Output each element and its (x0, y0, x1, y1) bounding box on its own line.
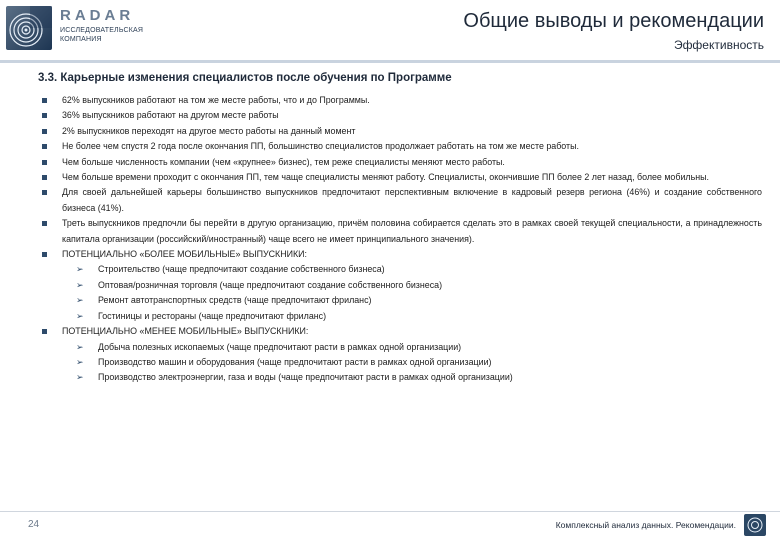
radar-logo-icon (6, 6, 52, 50)
footer-emblem-icon (744, 514, 766, 536)
sub-item-text: Строительство (чаще предпочитают создание собственного бизнеса) (98, 264, 385, 275)
finding-item (40, 155, 762, 170)
sub-list-item (40, 355, 762, 370)
logo-name: RADAR (60, 7, 135, 24)
mobility-low-list (40, 340, 762, 386)
finding-item (40, 93, 762, 108)
arrow-bullet-icon: ➢ (76, 279, 84, 290)
finding-text: Для своей дальнейшей карьеры большинство выпускников предпочитают перспективным включение в кадровый резерв региона (46%) и создание собственного бизнеса (41%). (62, 187, 762, 213)
mobility-low-group (40, 324, 762, 339)
group-heading: ПОТЕНЦИАЛЬНО «БОЛЕЕ МОБИЛЬНЫЕ» ВЫПУСКНИКИ: (62, 249, 308, 260)
logo-subtitle: ИССЛЕДОВАТЕЛЬСКАЯ КОМПАНИЯ (60, 27, 144, 43)
mobility-high-list (40, 262, 762, 324)
finding-text: Не более чем спустя 2 года после окончания ПП, большинство специалистов продолжает работать на том же месте работы. (62, 141, 579, 152)
square-bullet-icon (42, 329, 47, 334)
mobility-high-group (40, 247, 762, 262)
finding-item (40, 170, 762, 185)
finding-text: 2% выпускников переходят на другое место работы на данный момент (62, 125, 356, 136)
sub-list-item (40, 309, 762, 324)
arrow-bullet-icon: ➢ (76, 310, 84, 321)
finding-text: Чем больше времени проходит с окончания ПП, тем чаще специалисты меняют работу. Специалисты, окончившие ПП более 2 лет назад, более мобильны. (62, 172, 709, 183)
finding-item (40, 124, 762, 139)
square-bullet-icon (42, 190, 47, 195)
findings-list (40, 93, 762, 386)
group-heading: ПОТЕНЦИАЛЬНО «МЕНЕЕ МОБИЛЬНЫЕ» ВЫПУСКНИКИ: (62, 326, 309, 337)
finding-item (40, 108, 762, 123)
square-bullet-icon (42, 221, 47, 226)
square-bullet-icon (42, 129, 47, 134)
arrow-bullet-icon: ➢ (76, 356, 84, 367)
sub-item-text: Ремонт автотранспортных средств (чаще предпочитают фриланс) (98, 295, 372, 306)
finding-text: Чем больше численность компании (чем «крупнее» бизнес), тем реже специалисты меняют место работы. (62, 156, 505, 167)
sub-list-item (40, 293, 762, 308)
square-bullet-icon (42, 175, 47, 180)
sub-item-text: Производство электроэнергии, газа и воды (чаще предпочитают расти в рамках одной организации) (98, 372, 513, 383)
finding-item (40, 185, 762, 216)
arrow-bullet-icon: ➢ (76, 372, 84, 383)
finding-item (40, 216, 762, 247)
sub-item-text: Добыча полезных ископаемых (чаще предпочитают расти в рамках одной организации) (98, 341, 462, 352)
header-divider (0, 60, 780, 63)
arrow-bullet-icon: ➢ (76, 295, 84, 306)
square-bullet-icon (42, 160, 47, 165)
square-bullet-icon (42, 144, 47, 149)
sub-item-text: Гостиницы и рестораны (чаще предпочитают фриланс) (98, 310, 327, 321)
slide-subtitle: Эффективность (673, 38, 764, 52)
square-bullet-icon (42, 252, 47, 257)
page-number: 24 (28, 519, 40, 530)
sub-item-text: Производство машин и оборудования (чаще предпочитают расти в рамках одной организации) (98, 356, 492, 367)
sub-list-item (40, 370, 762, 385)
finding-text: 36% выпускников работают на другом месте работы (62, 110, 279, 121)
finding-item (40, 139, 762, 154)
finding-text: 62% выпускников работают на том же месте работы, что и до Программы. (62, 95, 370, 105)
arrow-bullet-icon: ➢ (76, 264, 84, 275)
slide-title: Общие выводы и рекомендации (463, 10, 764, 32)
sub-list-item (40, 278, 762, 293)
sub-list-item (40, 262, 762, 277)
arrow-bullet-icon: ➢ (76, 341, 84, 352)
finding-text: Треть выпускников предпочли бы перейти в другую организацию, причём половина собирается сделать это в рамках своей текущей специальности, а принадлежность капитала организации (российский/иностранный) чаще всего не имеет принципиального значения). (62, 218, 762, 244)
sub-item-text: Оптовая/розничная торговля (чаще предпочитают создание собственного бизнеса) (98, 279, 443, 290)
sub-list-item (40, 340, 762, 355)
slide-header (0, 0, 780, 62)
footer-caption: Комплексный анализ данных. Рекомендации. (555, 520, 736, 530)
footer-divider (0, 511, 780, 512)
square-bullet-icon (42, 113, 47, 118)
section-title: 3.3. Карьерные изменения специалистов после обучения по Программе (38, 72, 452, 84)
square-bullet-icon (42, 98, 47, 103)
